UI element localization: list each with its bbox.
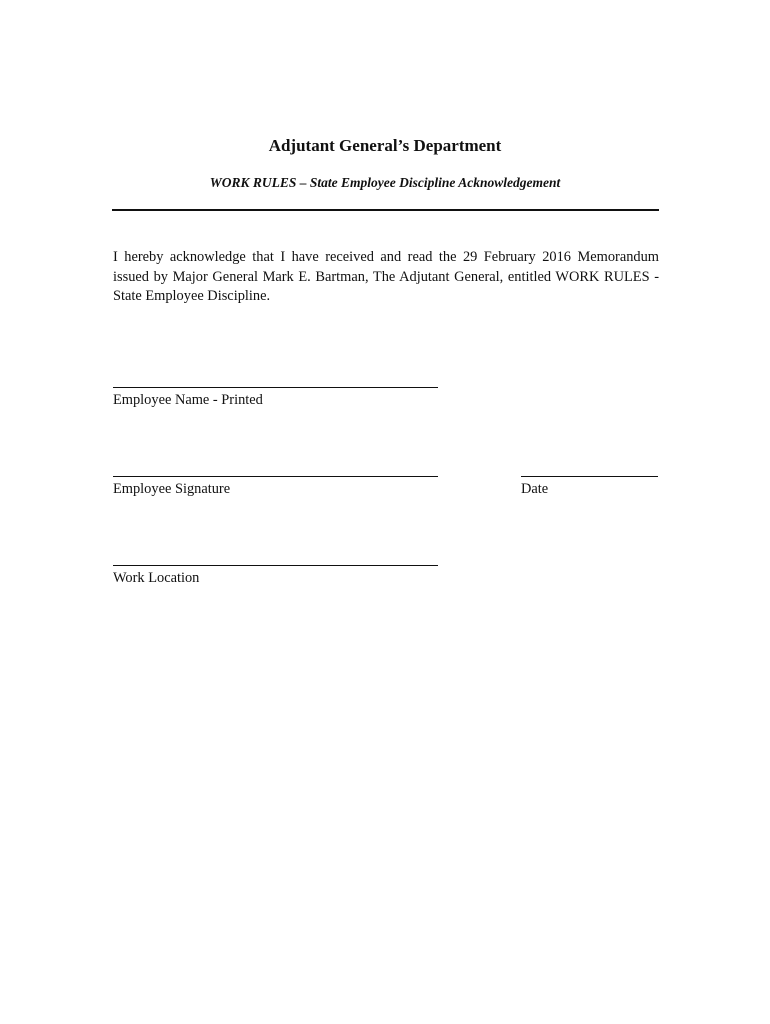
employee-signature-line[interactable] [113, 476, 438, 477]
work-location-line[interactable] [113, 565, 438, 566]
document-subtitle: WORK RULES – State Employee Discipline Acknowledgement [209, 175, 561, 190]
date-label: Date [521, 481, 549, 497]
employee-signature-label: Employee Signature [113, 481, 231, 497]
employee-name-line[interactable] [113, 387, 438, 388]
date-line[interactable] [521, 476, 658, 477]
document-title: Adjutant General’s Department [268, 136, 502, 155]
header-divider [112, 209, 659, 211]
acknowledgement-paragraph: I hereby acknowledge that I have received and read the 29 February 2016 Memorandum issued by Major General Mark E. Bartman, The Adjutant General, entitled WORK RULES - State Employee Discipline. [113, 249, 659, 304]
work-location-label: Work Location [113, 570, 200, 586]
employee-name-label: Employee Name - Printed [113, 392, 263, 408]
